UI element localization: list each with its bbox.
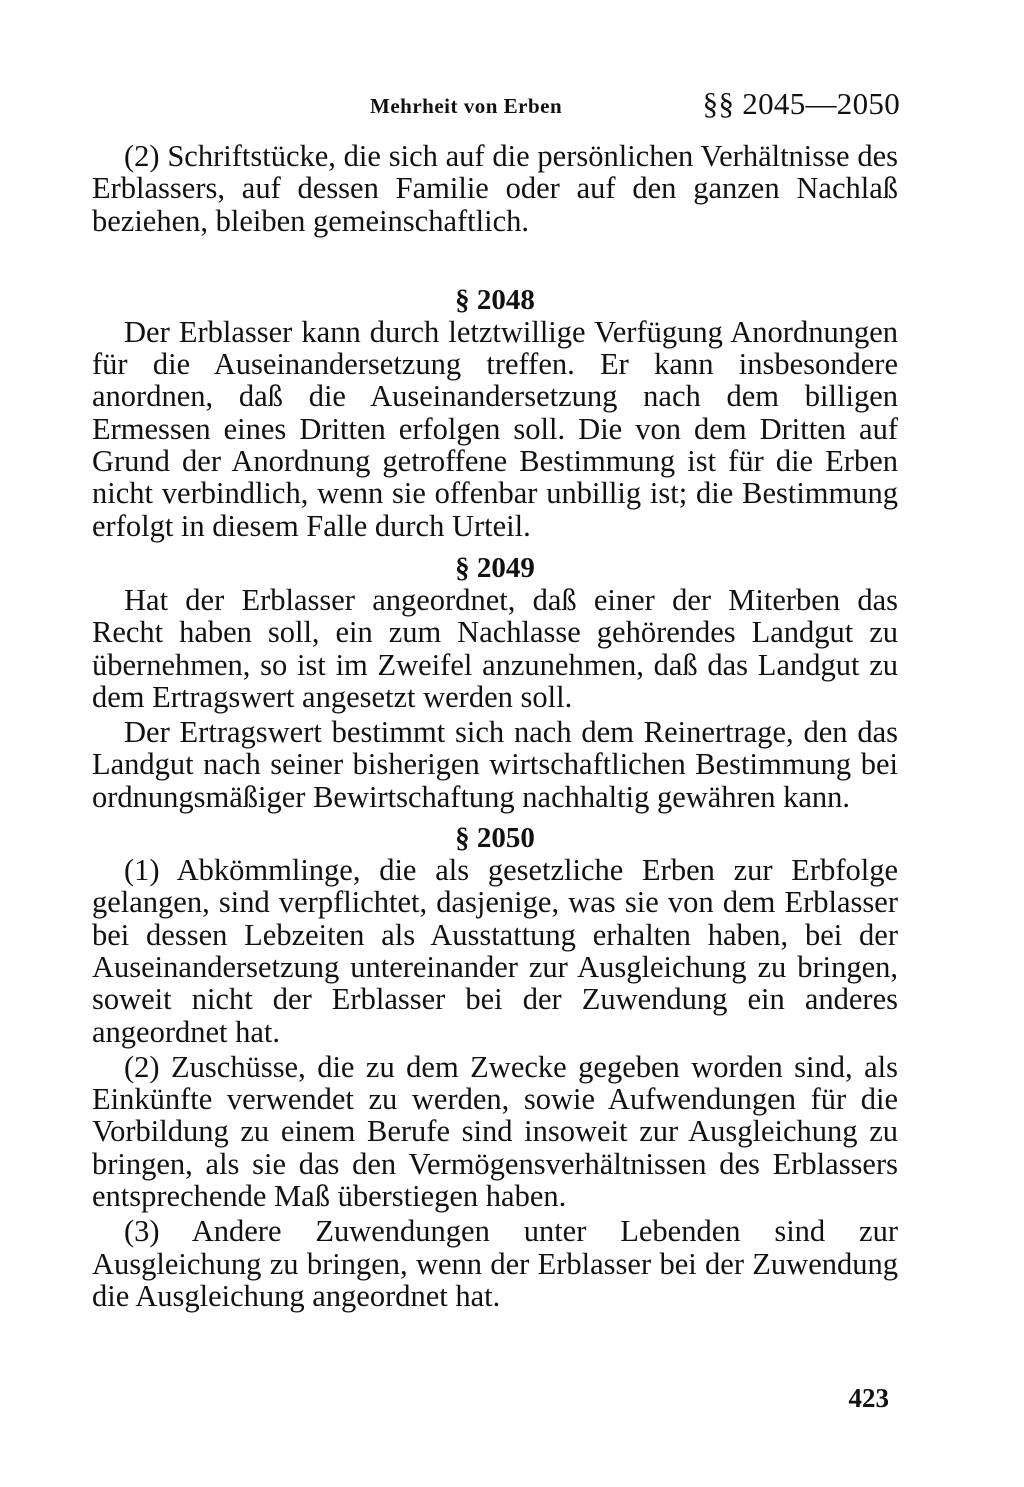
paragraph-2049-2: Der Ertragswert bestimmt sich nach dem Reinertrage, den das Landgut nach seiner bisherigen wirtschaftlichen Bestimmung bei ordnungsmäßiger Bewirtschaftung nachhaltig gewähren kann.: [92, 715, 898, 814]
section-heading-2048: § 2048: [455, 283, 535, 316]
section-range: §§ 2045—2050: [702, 86, 900, 121]
section-2050: [92, 822, 898, 1312]
section-heading-2050: § 2050: [455, 822, 535, 855]
section-2048: [92, 284, 898, 542]
running-header: [370, 86, 900, 126]
section-2049: [92, 552, 898, 813]
running-title: Mehrheit von Erben: [370, 94, 563, 118]
page-body: [92, 140, 898, 1312]
paragraph-2050-1: (1) Abkömmlinge, die als gesetzliche Erben zur Erbfolge gelangen, sind verpflichtet, dasjenige, was sie von dem Erblasser bei dessen Lebzeiten als Ausstattung erhalten haben, bei der Auseinandersetzung untereinander zur Ausgleichung zu bringen, soweit nicht der Erblasser bei der Zuwendung ein anderes angeordnet hat.: [92, 853, 898, 1049]
section-heading-2049: § 2049: [455, 551, 535, 584]
paragraph-2050-3: (3) Andere Zuwendungen unter Lebenden sind zur Ausgleichung zu bringen, wenn der Erblasser bei der Zuwendung die Ausgleichung angeordnet hat.: [92, 1214, 898, 1313]
paragraph-2047-2: (2) Schriftstücke, die sich auf die persönlichen Verhältnisse des Erblassers, auf dessen Familie oder auf den ganzen Nachlaß beziehen, bleiben gemeinschaftlich.: [92, 139, 898, 238]
paragraph-2050-2: (2) Zuschüsse, die zu dem Zwecke gegeben worden sind, als Einkünfte verwendet zu werden, sowie Aufwendungen für die Vorbildung zu einem Berufe sind insoweit zur Ausgleichung zu bringen, als sie das den Vermögensverhältnissen des Erblassers entsprechende Maß überstiegen haben.: [92, 1049, 898, 1214]
page-number: 423: [848, 1383, 889, 1413]
paragraph-2048: Der Erblasser kann durch letztwillige Verfügung Anordnungen für die Auseinandersetzung treffen. Er kann insbesondere anordnen, daß die Auseinandersetzung nach dem billigen Ermessen eines Dritten erfolgen soll. Die von dem Dritten auf Grund der Anordnung getroffene Bestimmung ist für die Erben nicht verbindlich, wenn sie offenbar unbillig ist; die Bestimmung erfolgt in diesem Falle durch Urteil.: [92, 314, 898, 543]
paragraph-2049-1: Hat der Erblasser angeordnet, daß einer der Miterben das Recht haben soll, ein zum Nachlasse gehörendes Landgut zu übernehmen, so ist im Zweifel anzunehmen, daß das Landgut zu dem Ertragswert angesetzt werden soll.: [92, 582, 898, 714]
